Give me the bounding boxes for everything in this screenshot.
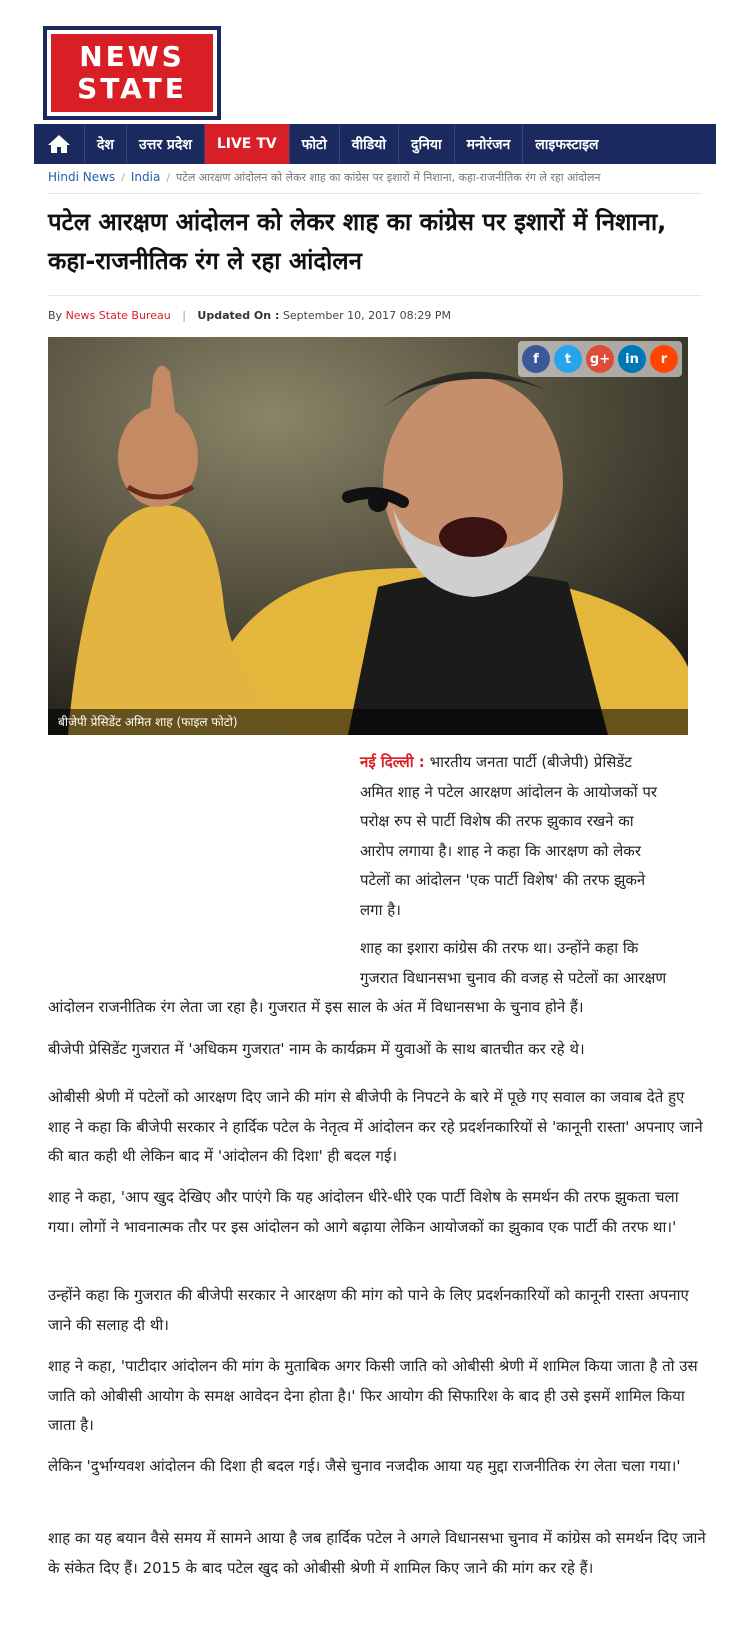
nav-home[interactable] bbox=[34, 124, 85, 164]
article-paragraph: शाह ने कहा, 'पाटीदार आंदोलन की मांग के मुताबिक अगर किसी जाति को ओबीसी श्रेणी में शामिल किया जाता है तो उस जाति को ओबीसी आयोग के समक्ष आवेदन देना होता है।' फिर आयोग की सिफारिश के बाद ही उसे इसमें शामिल किया जाता है। bbox=[48, 1357, 698, 1434]
updated-label: Updated On : bbox=[197, 309, 280, 322]
updated-time: September 10, 2017 08:29 PM bbox=[282, 309, 451, 322]
site-logo[interactable] bbox=[43, 26, 221, 120]
hero-photo-illustration bbox=[48, 337, 688, 735]
lead-line: भारतीय जनता पार्टी (बीजेपी) प्रेसिडेंट bbox=[424, 753, 632, 771]
breadcrumb bbox=[48, 170, 601, 185]
breadcrumb-separator: / bbox=[121, 171, 125, 184]
lead-line: पटेलों का आंदोलन 'एक पार्टी विशेष' की तरफ झुकने bbox=[360, 871, 646, 889]
logo-text-line2: STATE bbox=[77, 72, 187, 105]
hero-image bbox=[48, 337, 688, 735]
article-byline bbox=[48, 309, 451, 322]
google-plus-icon[interactable]: g+ bbox=[586, 345, 614, 373]
nav-item-video[interactable]: वीडियो bbox=[340, 124, 399, 164]
nav-item-live-tv[interactable]: LIVE TV bbox=[205, 124, 290, 164]
lead-line: आरोप लगाया है। शाह ने कहा कि आरक्षण को लेकर bbox=[360, 841, 641, 860]
nav-item-photo[interactable]: फोटो bbox=[290, 124, 340, 164]
home-icon bbox=[47, 134, 71, 154]
logo-text-line1: NEWS bbox=[79, 40, 185, 73]
article-paragraph-2-top bbox=[360, 934, 710, 993]
article-paragraph: शाह ने कहा, 'आप खुद देखिए और पाएंगे कि यह आंदोलन धीरे-धीरे एक पार्टी विशेष के समर्थन की तरफ झुकता चला गया। लोगों ने भावनात्मक तौर पर इस आंदोलन को आगे बढ़ाया लेकिन आयोजकों का झुकाव एक पार्टी की तरफ था।' bbox=[48, 1188, 679, 1236]
nav-item-lifestyle[interactable]: लाइफस्टाइल bbox=[535, 136, 599, 153]
article-paragraph-2-tail: आंदोलन राजनीतिक रंग लेता जा रहा है। गुजरात में इस साल के अंत में विधानसभा के चुनाव होने हैं। bbox=[48, 998, 584, 1016]
article-paragraph: लेकिन 'दुर्भाग्यवश आंदोलन की दिशा ही बदल गई। जैसे चुनाव नजदीक आया यह मुद्दा राजनीतिक रंग लेता चला गया।' bbox=[48, 1457, 681, 1475]
image-caption: बीजेपी प्रेसिडेंट अमित शाह (फाइल फोटो) bbox=[48, 709, 688, 735]
breadcrumb-home-link[interactable]: Hindi News bbox=[48, 170, 116, 184]
nav-item-duniya[interactable]: दुनिया bbox=[399, 124, 455, 164]
dateline: नई दिल्ली : bbox=[360, 753, 425, 771]
article-title: पटेल आरक्षण आंदोलन को लेकर शाह का कांग्रेस पर इशारों में निशाना, कहा-राजनीतिक रंग ले रहा आंदोलन bbox=[48, 208, 667, 275]
twitter-icon[interactable]: t bbox=[554, 345, 582, 373]
divider bbox=[48, 193, 702, 194]
main-navigation bbox=[34, 124, 716, 164]
share-bar bbox=[518, 341, 682, 377]
article-paragraph: शाह का यह बयान वैसे समय में सामने आया है जब हार्दिक पटेल ने अगले विधानसभा चुनाव में कांग्रेस को समर्थन दिए जाने के संकेत दिए हैं। 2015 के बाद पटेल खुद को ओबीसी श्रेणी में शामिल किए जाने की मांग कर रहे हैं। bbox=[48, 1529, 706, 1577]
linkedin-icon[interactable]: in bbox=[618, 345, 646, 373]
divider bbox=[48, 295, 702, 296]
article-paragraph: बीजेपी प्रेसिडेंट गुजरात में 'अधिकम गुजरात' नाम के कार्यक्रम में युवाओं के साथ बातचीत कर रहे थे। bbox=[48, 1040, 585, 1058]
para2-line: शाह का इशारा कांग्रेस की तरफ था। उन्होंने कहा कि bbox=[360, 939, 639, 957]
byline-separator: | bbox=[182, 309, 186, 322]
article-paragraph-lead bbox=[360, 748, 710, 925]
facebook-icon[interactable]: f bbox=[522, 345, 550, 373]
para2-line: गुजरात विधानसभा चुनाव की वजह से पटेलों का आरक्षण bbox=[360, 968, 667, 987]
lead-line: लगा है। bbox=[360, 900, 401, 919]
article-paragraph: उन्होंने कहा कि गुजरात की बीजेपी सरकार ने आरक्षण की मांग को पाने के लिए प्रदर्शनकारियों को कानूनी रास्ता अपनाए जाने की सलाह दी थी। bbox=[48, 1286, 689, 1334]
breadcrumb-section-link[interactable]: India bbox=[130, 170, 161, 184]
nav-item-uttar-pradesh[interactable]: उत्तर प्रदेश bbox=[127, 124, 205, 164]
article-paragraph: ओबीसी श्रेणी में पटेलों को आरक्षण दिए जाने की मांग से बीजेपी के निपटने के बारे में पूछे गए सवाल का जवाब देते हुए शाह ने कहा कि बीजेपी सरकार ने हार्दिक पटेल के नेतृत्व में आंदोलन कर रहे प्रदर्शनकारियों से 'कानूनी रास्ता' अपनाए जाने की बात कही थी लेकिन बाद में 'आंदोलन की दिशा' ही बदल गई। bbox=[48, 1088, 703, 1165]
lead-line: अमित शाह ने पटेल आरक्षण आंदोलन के आयोजकों पर bbox=[360, 782, 658, 801]
nav-item-manoranjan[interactable]: मनोरंजन bbox=[455, 124, 524, 164]
breadcrumb-separator: / bbox=[166, 171, 171, 184]
breadcrumb-current: पटेल आरक्षण आंदोलन को लेकर शाह का कांग्रेस पर इशारों में निशाना, कहा-राजनीतिक रंग ले रहा आंदोलन bbox=[176, 171, 601, 184]
lead-line: परोक्ष रुप से पार्टी विशेष की तरफ झुकाव रखने का bbox=[360, 812, 634, 830]
by-label: By bbox=[48, 309, 63, 322]
reddit-icon[interactable]: r bbox=[650, 345, 678, 373]
nav-item-desh[interactable]: देश bbox=[85, 124, 127, 164]
author-link[interactable]: News State Bureau bbox=[65, 309, 171, 322]
logo-badge bbox=[51, 34, 213, 112]
